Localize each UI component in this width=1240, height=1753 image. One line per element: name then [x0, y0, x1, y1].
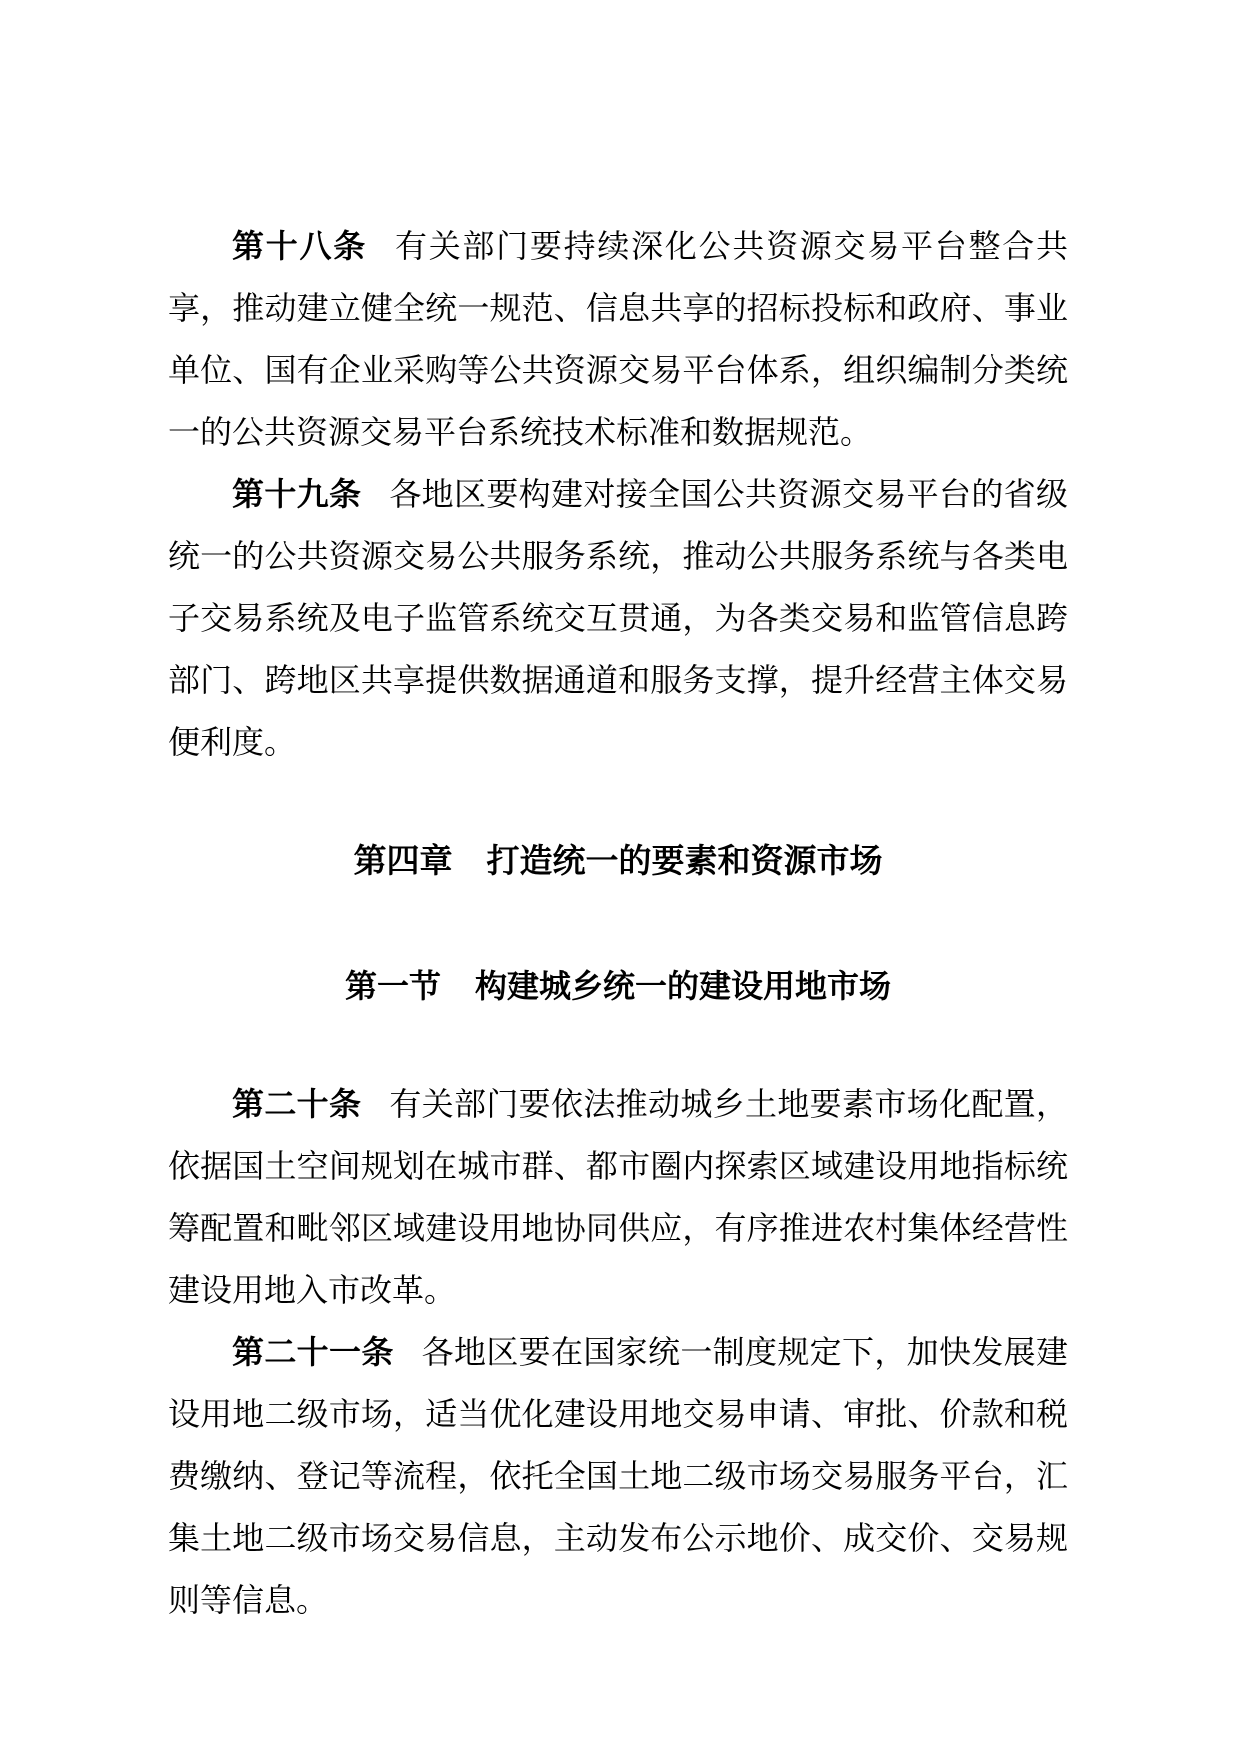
article-paragraph-21 — [168, 1321, 1068, 1631]
document-content — [168, 215, 1068, 1631]
article-number: 第十九条 — [232, 475, 362, 513]
article-paragraph-20 — [168, 1073, 1068, 1321]
article-number: 第二十条 — [232, 1085, 362, 1123]
article-paragraph-19 — [168, 463, 1068, 773]
article-paragraph-18 — [168, 215, 1068, 463]
chapter-title-text: 打造统一的要素和资源市场 — [486, 841, 883, 880]
chapter-heading — [168, 830, 1068, 892]
article-body-text: 有关部门要持续深化公共资源交易平台整合共享，推动建立健全统一规范、信息共享的招标投标和政府、事业单位、国有企业采购等公共资源交易平台体系，组织编制分类统一的公共资源交易平台系统技术标准和数据规范。 — [168, 227, 1068, 451]
section-number-label: 第一节 — [344, 967, 441, 1005]
article-body-text: 各地区要在国家统一制度规定下，加快发展建设用地二级市场，适当优化建设用地交易申请、审批、价款和税费缴纳、登记等流程，依托全国土地二级市场交易服务平台，汇集土地二级市场交易信息，主动发布公示地价、成交价、交易规则等信息。 — [168, 1333, 1068, 1619]
article-number: 第十八条 — [232, 227, 367, 265]
chapter-number-label: 第四章 — [353, 841, 453, 880]
article-body-text: 有关部门要依法推动城乡土地要素市场化配置，依据国土空间规划在城市群、都市圈内探索区域建设用地指标统筹配置和毗邻区域建设用地协同供应，有序推进农村集体经营性建设用地入市改革。 — [168, 1085, 1068, 1309]
article-body-text: 各地区要构建对接全国公共资源交易平台的省级统一的公共资源交易公共服务系统，推动公共服务系统与各类电子交易系统及电子监管系统交互贯通，为各类交易和监管信息跨部门、跨地区共享提供数据通道和服务支撑，提升经营主体交易便利度。 — [168, 475, 1068, 761]
section-heading — [168, 955, 1068, 1017]
article-number: 第二十一条 — [232, 1333, 394, 1371]
section-title-text: 构建城乡统一的建设用地市场 — [475, 967, 892, 1005]
